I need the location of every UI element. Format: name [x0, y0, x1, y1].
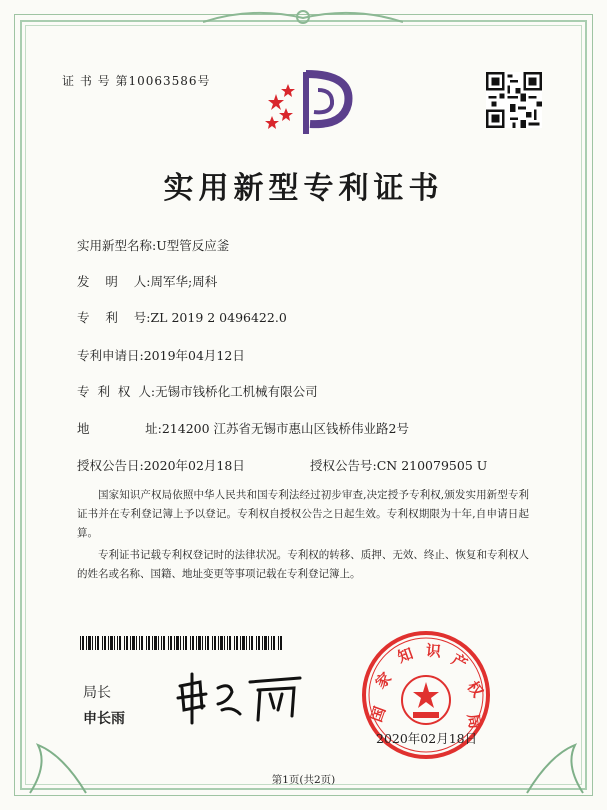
field-value: 无锡市钱桥化工机械有限公司	[155, 384, 318, 399]
field-value: 214200 江苏省无锡市惠山区钱桥伟业路2号	[161, 421, 409, 436]
field-label: 专利申请日:	[77, 348, 144, 363]
svg-text:权: 权	[463, 677, 487, 701]
svg-text:识: 识	[425, 641, 442, 661]
field-row-inventor	[77, 272, 217, 290]
field-label: 专 利 权 人:	[77, 384, 156, 399]
statement-paragraph-2: 专利证书记载专利权登记时的法律状况。专利权的转移、质押、无效、终止、恢复和专利权人的姓名或名称、国籍、地址变更等事项记载在专利登记簿上。	[77, 549, 529, 580]
field-value: 周军华;周科	[150, 274, 218, 289]
field-value: U型管反应釜	[156, 238, 230, 253]
qr-code	[486, 72, 542, 128]
svg-text:知: 知	[395, 644, 416, 667]
seal-date: 2020年02月18日	[376, 731, 478, 746]
top-ornament	[203, 6, 403, 28]
director-title: 局长	[83, 685, 111, 701]
cnipa-logo	[258, 64, 358, 144]
field-label: 地 址:	[77, 421, 162, 436]
field-row-address	[77, 419, 409, 437]
field-value: ZL 2019 2 0496422.0	[150, 310, 287, 325]
svg-text:家: 家	[371, 668, 396, 693]
field-label: 授权公告号:	[310, 458, 377, 473]
field-row-grant-date	[77, 456, 245, 474]
director-signature	[170, 668, 310, 728]
statement-paragraph-1: 国家知识产权局依照中华人民共和国专利法经过初步审查,决定授予专利权,颁发实用新型专利证书并在专利登记簿上予以登记。专利权自授权公告之日起生效。专利权期限为十年,自申请日起算。	[77, 489, 529, 539]
field-row-grant-no	[310, 456, 487, 474]
field-row-filing-date	[77, 346, 245, 364]
field-value: 2020年02月18日	[143, 458, 245, 473]
svg-text:局: 局	[463, 712, 485, 731]
field-value: 2019年04月12日	[143, 348, 245, 363]
field-label: 专 利 号:	[77, 310, 151, 325]
director-name: 申长雨	[83, 711, 125, 727]
field-value: CN 210079505 U	[376, 458, 488, 473]
page-number: 第1页(共2页)	[271, 774, 336, 786]
field-label: 授权公告日:	[77, 458, 144, 473]
svg-text:产: 产	[448, 650, 471, 674]
field-label: 发 明 人:	[77, 274, 151, 289]
field-row-name	[77, 236, 229, 254]
barcode	[80, 636, 285, 650]
field-row-patentee	[77, 382, 318, 400]
svg-text:国: 国	[367, 704, 390, 725]
certificate-number: 证 书 号 第10063586号	[62, 74, 211, 88]
document-title: 实用新型专利证书	[163, 171, 444, 206]
field-label: 实用新型名称:	[77, 238, 157, 253]
field-row-patent-no	[77, 308, 287, 326]
